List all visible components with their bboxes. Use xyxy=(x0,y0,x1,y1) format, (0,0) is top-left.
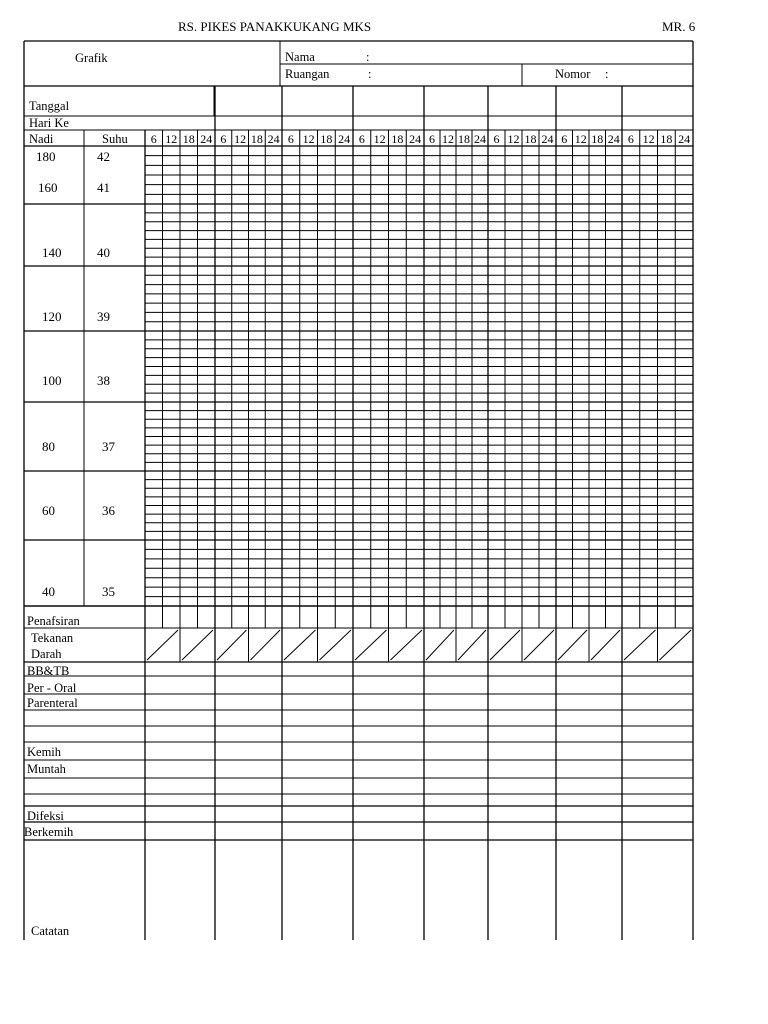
time-label: 12 xyxy=(574,132,587,146)
bp-diagonal xyxy=(524,630,554,660)
time-label: 18 xyxy=(250,132,263,146)
muntah-label: Muntah xyxy=(27,762,66,776)
nadi-180: 180 xyxy=(36,149,56,164)
bp-diagonal xyxy=(624,630,656,660)
catatan-label: Catatan xyxy=(31,924,70,938)
bp-diagonal xyxy=(458,630,486,660)
parenteral-label: Parenteral xyxy=(27,696,78,710)
bp-diagonal xyxy=(320,630,352,660)
nama-label: Nama xyxy=(285,50,315,64)
suhu-39: 39 xyxy=(97,309,110,324)
time-label: 18 xyxy=(391,132,404,146)
suhu-label: Suhu xyxy=(102,132,128,146)
kemih-label: Kemih xyxy=(27,745,62,759)
suhu-35: 35 xyxy=(102,584,115,599)
nadi-140: 140 xyxy=(42,245,62,260)
time-label: 12 xyxy=(507,132,520,146)
bp-diagonal xyxy=(391,630,423,660)
time-label: 18 xyxy=(182,132,195,146)
bp-diagonal xyxy=(355,630,387,660)
bp-diagonal xyxy=(660,630,692,660)
bp-diagonal xyxy=(147,630,178,660)
hari-ke-label: Hari Ke xyxy=(29,116,69,130)
time-label: 24 xyxy=(409,132,422,146)
time-label: 6 xyxy=(150,132,157,146)
bp-diagonal xyxy=(490,630,520,660)
time-label: 12 xyxy=(642,132,655,146)
time-label: 12 xyxy=(302,132,315,146)
berkemih-label: Berkemih xyxy=(24,825,74,839)
suhu-40: 40 xyxy=(97,245,110,260)
time-label: 6 xyxy=(561,132,568,146)
difeksi-label: Difeksi xyxy=(27,809,64,823)
suhu-42: 42 xyxy=(97,149,110,164)
time-label: 18 xyxy=(660,132,673,146)
form-code: MR. 6 xyxy=(662,19,696,34)
nadi-120: 120 xyxy=(42,309,62,324)
time-label: 24 xyxy=(607,132,620,146)
time-label: 6 xyxy=(287,132,294,146)
nadi-60: 60 xyxy=(42,503,55,518)
time-label: 12 xyxy=(234,132,247,146)
bp-diagonal xyxy=(426,630,454,660)
time-label: 24 xyxy=(200,132,213,146)
time-label: 24 xyxy=(338,132,351,146)
bp-diagonal xyxy=(284,630,316,660)
tanggal-label: Tanggal xyxy=(29,99,70,113)
time-label: 6 xyxy=(627,132,634,146)
ruangan-colon: : xyxy=(368,67,372,81)
penafsiran-label: Penafsiran xyxy=(27,614,80,628)
time-label: 12 xyxy=(442,132,454,146)
time-label: 6 xyxy=(493,132,500,146)
hospital-title: RS. PIKES PANAKKUKANG MKS xyxy=(178,19,372,34)
suhu-38: 38 xyxy=(97,373,110,388)
nomor-colon: : xyxy=(605,67,609,81)
time-label: 12 xyxy=(373,132,386,146)
nadi-40: 40 xyxy=(42,584,55,599)
time-label: 24 xyxy=(267,132,280,146)
darah-label: Darah xyxy=(31,647,62,661)
nadi-100: 100 xyxy=(42,373,62,388)
grafik-label: Grafik xyxy=(75,51,108,65)
time-label: 6 xyxy=(358,132,365,146)
time-label: 12 xyxy=(165,132,178,146)
tekanan-label: Tekanan xyxy=(31,631,74,645)
bp-diagonal xyxy=(558,630,587,660)
per-oral-label: Per - Oral xyxy=(27,681,77,695)
ruangan-label: Ruangan xyxy=(285,67,330,81)
suhu-36: 36 xyxy=(102,503,115,518)
bp-diagonal xyxy=(251,630,281,660)
time-label: 18 xyxy=(320,132,333,146)
nadi-160: 160 xyxy=(38,180,58,195)
time-label: 24 xyxy=(541,132,554,146)
nomor-label: Nomor xyxy=(555,67,591,81)
suhu-37: 37 xyxy=(102,439,115,454)
bp-diagonal xyxy=(591,630,620,660)
time-label: 24 xyxy=(474,132,486,146)
time-label: 6 xyxy=(220,132,227,146)
time-label: 18 xyxy=(524,132,537,146)
time-label: 18 xyxy=(458,132,470,146)
bp-diagonal xyxy=(182,630,213,660)
time-label: 24 xyxy=(678,132,691,146)
time-label: 6 xyxy=(429,132,435,146)
bb-tb-label: BB&TB xyxy=(27,664,70,678)
nama-colon: : xyxy=(366,50,370,64)
suhu-41: 41 xyxy=(97,180,110,195)
nadi-80: 80 xyxy=(42,439,55,454)
time-label: 18 xyxy=(591,132,604,146)
nadi-label: Nadi xyxy=(29,132,54,146)
bp-diagonal xyxy=(217,630,247,660)
